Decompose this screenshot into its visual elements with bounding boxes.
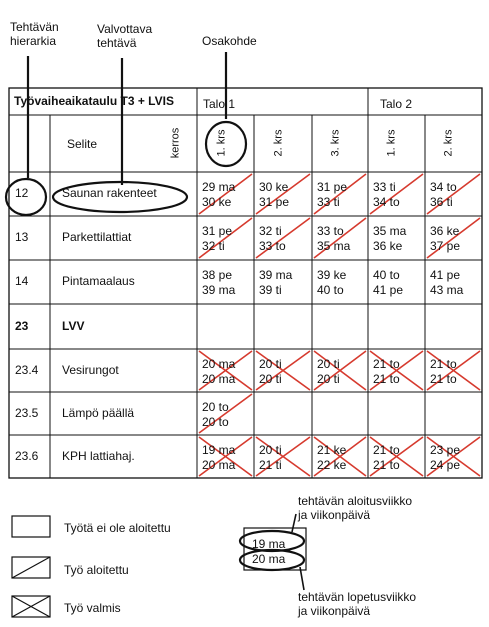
cell-start: 21 to	[373, 357, 400, 371]
row-id: 23.5	[15, 405, 39, 420]
cell-start: 35 ma	[373, 224, 407, 238]
cell-end: 33 to	[259, 239, 286, 253]
cell-start: 39 ke	[317, 268, 347, 282]
annotation-supervising: Valvottava	[97, 22, 153, 36]
floor-header: 2. krs	[442, 129, 455, 157]
cell-start: 31 pe	[202, 224, 233, 238]
cell-end: 20 to	[202, 415, 229, 429]
cell-start: 20 ma	[202, 357, 236, 371]
row-id: 13	[15, 230, 29, 244]
floor-header: 1. krs	[215, 129, 228, 157]
cell-start: 21 ke	[317, 443, 347, 457]
row-label: Lämpö päällä	[62, 405, 135, 420]
row-label: LVV	[62, 318, 85, 333]
example-start-label: ja viikonpäivä	[298, 508, 371, 522]
cell-end: 24 pe	[430, 458, 461, 472]
legend-box-empty	[12, 516, 50, 537]
cell-end: 20 ma	[202, 372, 236, 386]
cell-start: 20 to	[202, 400, 229, 414]
cell-start: 41 pe	[430, 268, 461, 282]
table-title: Työvaiheaikataulu T3 + LVIS	[14, 94, 174, 108]
cell-start: 32 ti	[259, 224, 282, 238]
row-label: Saunan rakenteet	[62, 186, 157, 200]
row-label: KPH lattiahaj.	[62, 448, 135, 463]
cell-start: 21 to	[373, 443, 400, 457]
cell-start: 39 ma	[259, 268, 293, 282]
cell-end: 31 pe	[259, 195, 290, 209]
building-2-header: Talo 2	[380, 97, 413, 111]
cell-end: 36 ti	[430, 195, 453, 209]
legend-not-started: Työtä ei ole aloitettu	[64, 521, 171, 535]
example-end-label: tehtävän lopetusviikko	[298, 590, 417, 604]
cell-start: 34 to	[430, 180, 457, 194]
example-start-value: 19 ma	[252, 537, 286, 551]
building-1-header: Talo 1	[203, 97, 236, 111]
row-label: Pintamaalaus	[62, 274, 135, 288]
cell-end: 34 to	[373, 195, 400, 209]
annotation-hierarchy: Tehtävän	[10, 20, 59, 34]
cell-start: 20 ti	[317, 357, 340, 371]
annotation-hierarchy: hierarkia	[10, 34, 57, 48]
example-pointer-start	[292, 514, 296, 532]
cell-start: 20 ti	[259, 443, 282, 457]
cell-start: 33 ti	[373, 180, 396, 194]
floor-header: 1. krs	[385, 129, 398, 157]
floor-header: 2. krs	[272, 129, 285, 157]
cell-start: 38 pe	[202, 268, 233, 282]
legend-done: Työ valmis	[64, 601, 121, 615]
cell-end: 43 ma	[430, 283, 464, 297]
row-id: 12	[15, 186, 29, 200]
cell-end: 40 to	[317, 283, 344, 297]
cell-start: 33 to	[317, 224, 344, 238]
floor-header: 3. krs	[329, 129, 342, 157]
cell-start: 31 pe	[317, 180, 348, 194]
cell-start: 40 to	[373, 268, 400, 282]
cell-end: 21 ti	[259, 458, 282, 472]
cell-end: 20 ti	[259, 372, 282, 386]
cell-start: 29 ma	[202, 180, 236, 194]
cell-start: 21 to	[430, 357, 457, 371]
cell-start: 36 ke	[430, 224, 460, 238]
cell-end: 39 ti	[259, 283, 282, 297]
example-end-value: 20 ma	[252, 552, 286, 566]
cell-end: 22 ke	[317, 458, 347, 472]
cell-end: 21 to	[373, 372, 400, 386]
floor-axis-label: kerros	[169, 127, 182, 159]
annotation-supervising: tehtävä	[97, 36, 137, 50]
cell-end: 37 pe	[430, 239, 461, 253]
row-id: 23.4	[15, 362, 39, 377]
cell-end: 20 ti	[317, 372, 340, 386]
cell-start: 19 ma	[202, 443, 236, 457]
row-id: 23.6	[15, 448, 39, 463]
cell-start: 23 pe	[430, 443, 461, 457]
legend-slash	[12, 557, 50, 578]
row-id: 14	[15, 274, 29, 288]
row-id: 23	[15, 318, 29, 333]
legend-started: Työ aloitettu	[64, 563, 129, 577]
cell-end: 30 ke	[202, 195, 232, 209]
example-end-label: ja viikonpäivä	[298, 604, 371, 618]
row-label: Vesirungot	[62, 362, 119, 377]
cell-end: 32 ti	[202, 239, 225, 253]
cell-end: 33 ti	[317, 195, 340, 209]
annotation-subtarget: Osakohde	[202, 34, 257, 48]
cell-end: 39 ma	[202, 283, 236, 297]
cell-end: 20 ma	[202, 458, 236, 472]
cell-start: 20 ti	[259, 357, 282, 371]
example-start-label: tehtävän aloitusviikko	[298, 494, 413, 508]
cell-end: 36 ke	[373, 239, 403, 253]
cell-end: 35 ma	[317, 239, 351, 253]
cell-end: 41 pe	[373, 283, 404, 297]
cell-end: 21 to	[430, 372, 457, 386]
cell-end: 21 to	[373, 458, 400, 472]
cell-start: 30 ke	[259, 180, 289, 194]
row-label: Parkettilattiat	[62, 230, 132, 244]
description-header: Selite	[67, 137, 98, 151]
